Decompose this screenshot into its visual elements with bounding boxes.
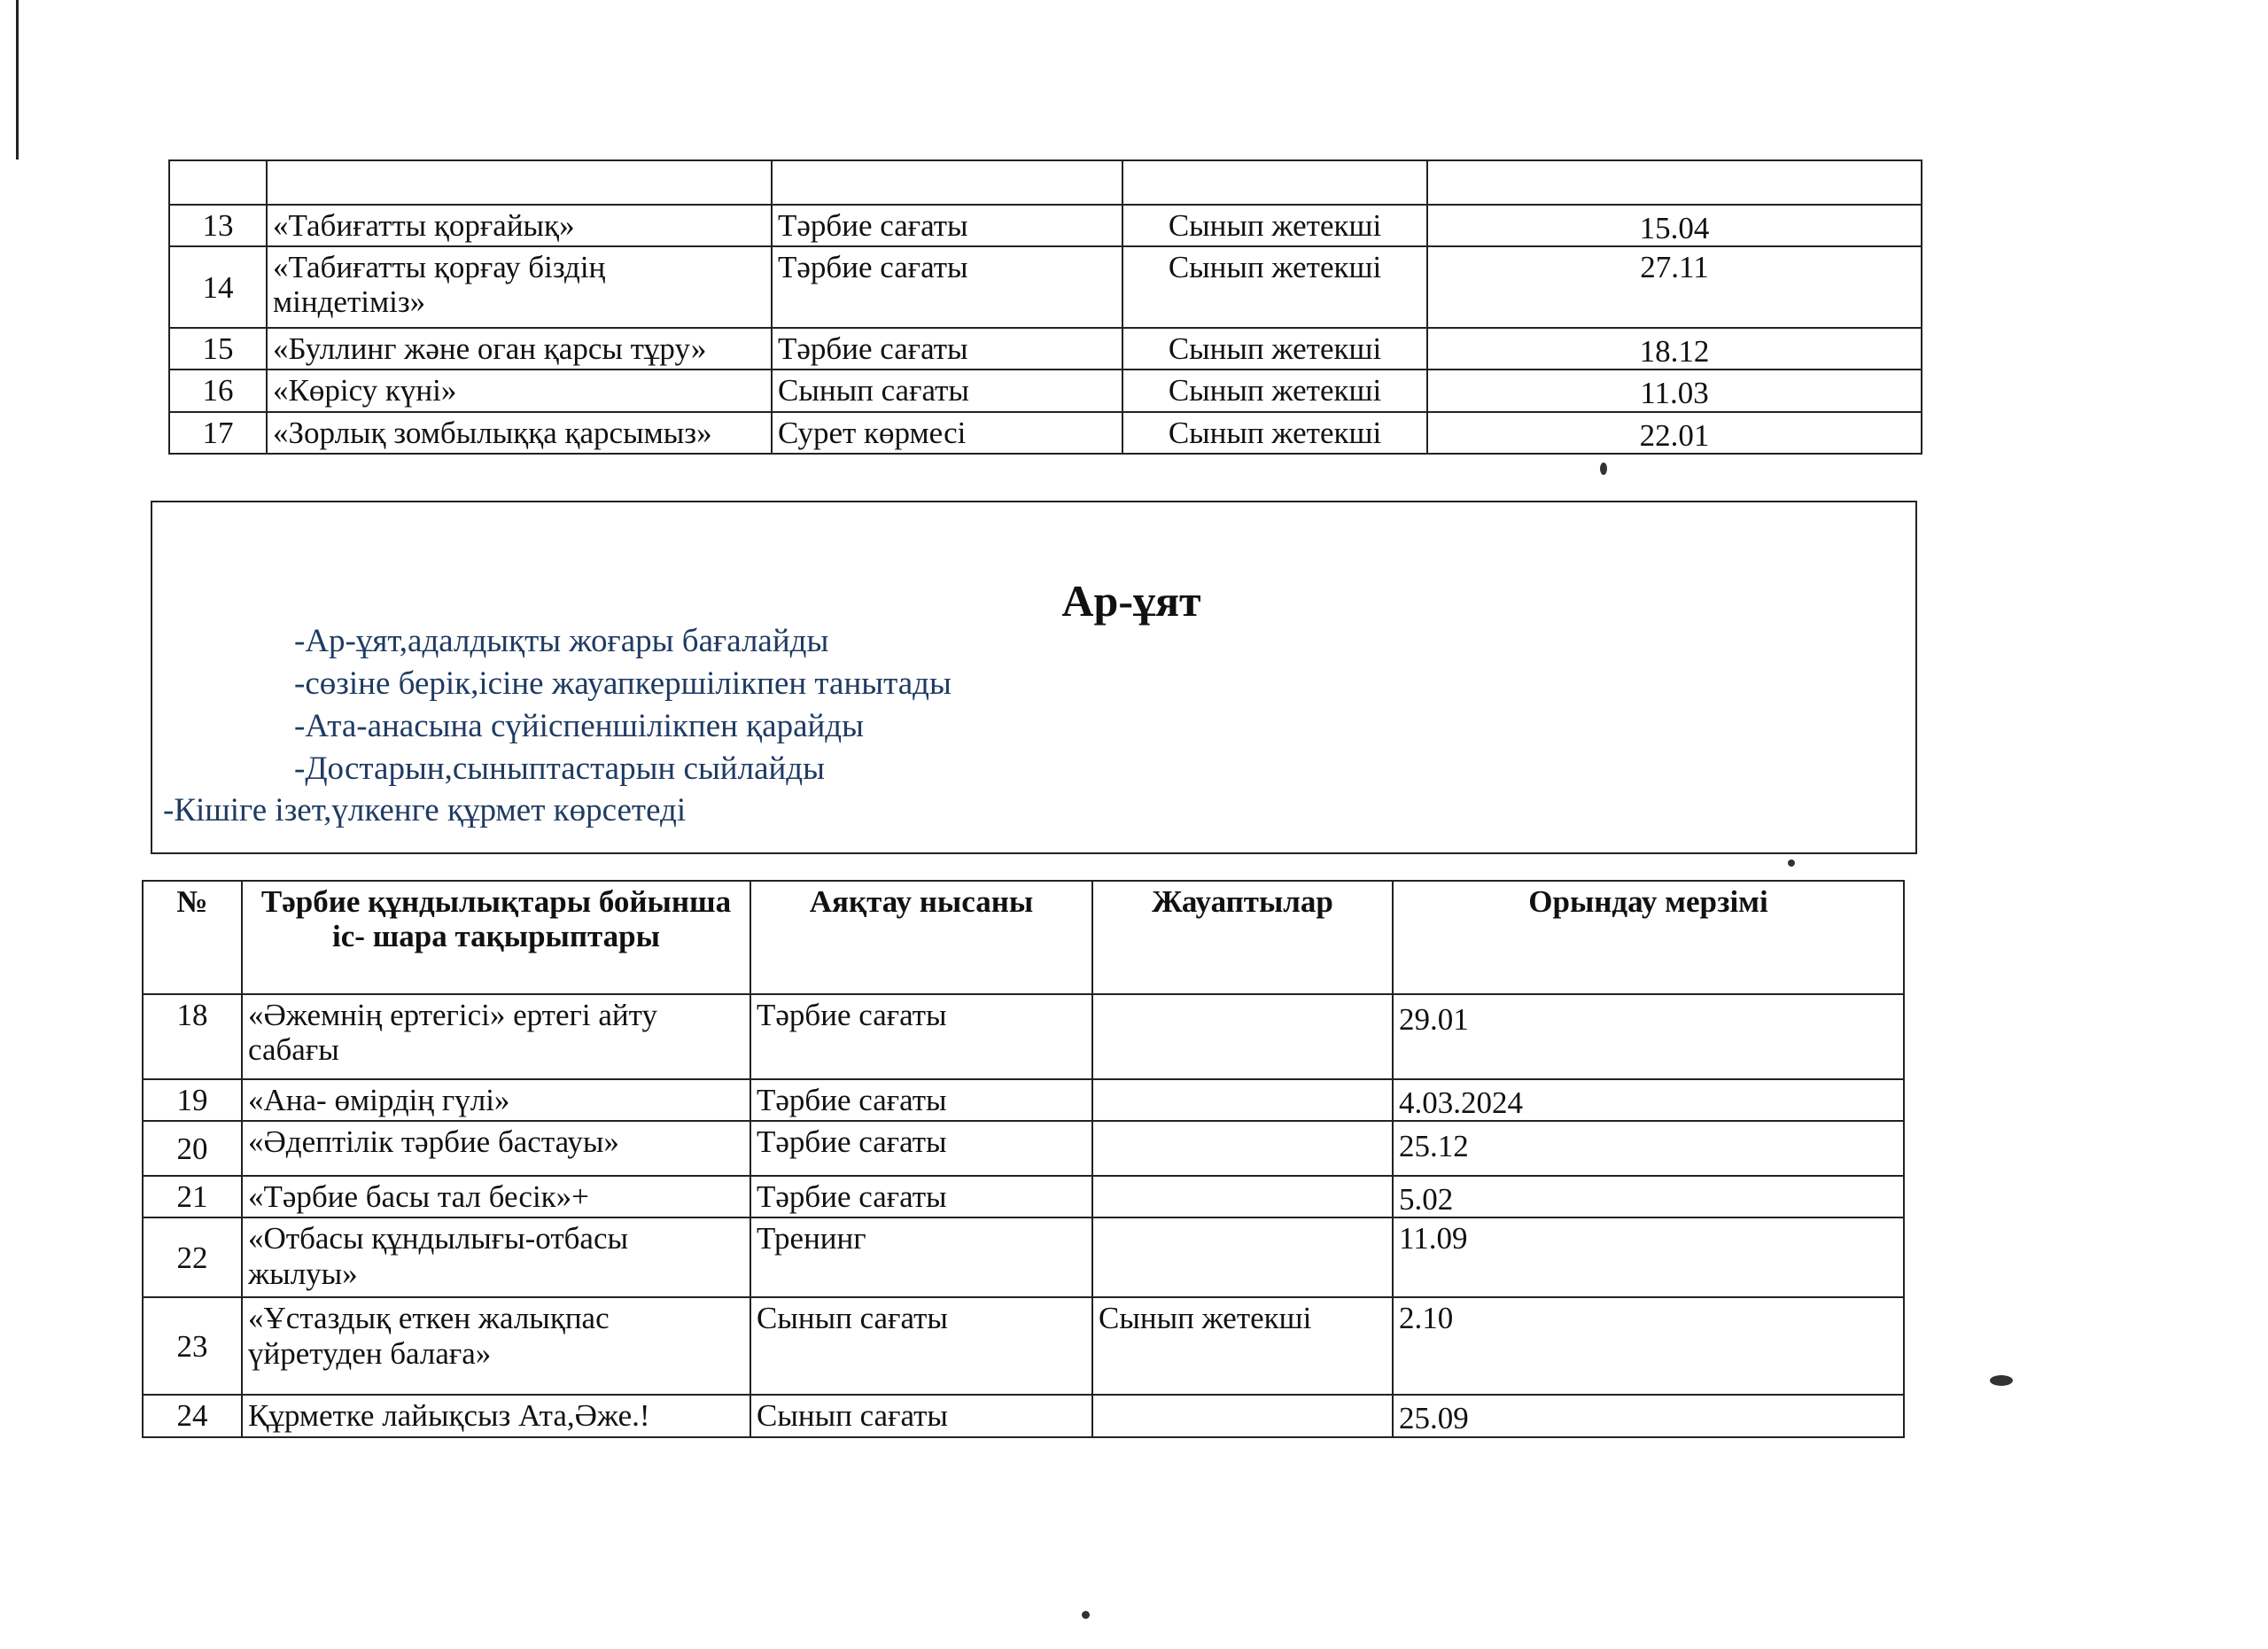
due-date: 22.01 (1427, 412, 1922, 454)
table-row (169, 412, 1922, 454)
header-form: Аяқтау нысаны (750, 881, 1092, 994)
due-date: 25.12 (1393, 1121, 1904, 1176)
responsible (1092, 1395, 1393, 1436)
responsible: Сынып жетекші (1122, 246, 1427, 328)
responsible (1092, 1121, 1393, 1176)
row-number: 13 (169, 205, 267, 246)
event-title: «Әдептілік тәрбие бастауы» (242, 1121, 750, 1176)
due-date: 25.09 (1393, 1395, 1904, 1436)
value-line: -Ар-ұят,адалдықты жоғары бағалайды (294, 623, 829, 659)
row-number: 24 (143, 1395, 242, 1436)
due-date: 11.03 (1427, 369, 1922, 411)
due-date: 27.11 (1427, 246, 1922, 328)
due-date: 18.12 (1427, 328, 1922, 369)
due-date: 15.04 (1427, 205, 1922, 246)
completion-form: Тәрбие сағаты (772, 205, 1122, 246)
responsible: Сынып жетекші (1122, 369, 1427, 411)
row-number: 16 (169, 369, 267, 411)
value-line: -сөзіне берік,ісіне жауапкершілікпен танытады (294, 665, 951, 702)
table-row (143, 1217, 1904, 1297)
event-title: Құрметке лайықсыз Ата,Әже.! (242, 1395, 750, 1436)
due-date: 5.02 (1393, 1176, 1904, 1217)
header-date: Орындау мерзімі (1393, 881, 1904, 994)
responsible: Сынып жетекші (1122, 328, 1427, 369)
due-date: 11.09 (1393, 1217, 1904, 1297)
table-row (169, 160, 1922, 205)
responsible (1092, 1217, 1393, 1297)
scan-edge-line (16, 0, 19, 159)
scan-speck (1082, 1611, 1090, 1619)
completion-form: Сынып сағаты (750, 1297, 1092, 1395)
completion-form: Тәрбие сағаты (750, 1121, 1092, 1176)
event-title: «Зорлық зомбылыққа қарсымыз» (267, 412, 772, 454)
event-title: «Отбасы құндылығы-отбасы жылуы» (242, 1217, 750, 1297)
row-number: 15 (169, 328, 267, 369)
completion-form: Сынып сағаты (772, 369, 1122, 411)
value-heading: Ар-ұят (1061, 576, 1201, 626)
row-number: 23 (143, 1297, 242, 1395)
table-row (143, 1176, 1904, 1217)
event-title: «Ұстаздық еткен жалықпас үйретуден балаға» (242, 1297, 750, 1395)
header-number: № (143, 881, 242, 994)
responsible: Сынып жетекші (1122, 412, 1427, 454)
event-title: «Тәрбие басы тал бесік»+ (242, 1176, 750, 1217)
value-line: -Достарын,сыныптастарын сыйлайды (294, 751, 825, 787)
event-title: «Әжемнің ертегісі» ертегі айту сабағы (242, 994, 750, 1079)
event-title: «Табиғатты қорғау біздің міндетіміз» (267, 246, 772, 328)
responsible (1092, 1176, 1393, 1217)
row-number: 17 (169, 412, 267, 454)
row-number: 20 (143, 1121, 242, 1176)
table-row (143, 1121, 1904, 1176)
header-title: Тәрбие құндылықтары бойынша іс- шара тақырыптары (242, 881, 750, 994)
event-title: «Ана- өмірдің гүлі» (242, 1079, 750, 1121)
value-description-box (151, 501, 1917, 854)
responsible: Сынып жетекші (1122, 205, 1427, 246)
completion-form: Тәрбие сағаты (772, 328, 1122, 369)
table-row (169, 205, 1922, 246)
table-row (143, 1079, 1904, 1121)
scan-speck (1600, 463, 1607, 475)
row-number: 22 (143, 1217, 242, 1297)
due-date: 2.10 (1393, 1297, 1904, 1395)
completion-form: Сынып сағаты (750, 1395, 1092, 1436)
completion-form: Сурет көрмесі (772, 412, 1122, 454)
row-number: 14 (169, 246, 267, 328)
completion-form: Тәрбие сағаты (750, 994, 1092, 1079)
completion-form: Тәрбие сағаты (750, 1079, 1092, 1121)
event-title: «Көрісу күні» (267, 369, 772, 411)
header-responsible: Жауаптылар (1092, 881, 1393, 994)
event-title: «Табиғатты қорғайық» (267, 205, 772, 246)
completion-form: Тренинг (750, 1217, 1092, 1297)
due-date: 4.03.2024 (1393, 1079, 1904, 1121)
event-title: «Буллинг және оган қарсы тұру» (267, 328, 772, 369)
scan-speck (1788, 860, 1795, 867)
value-line: -Ата-анасына сүйіспеншілікпен қарайды (294, 708, 864, 744)
row-number: 19 (143, 1079, 242, 1121)
completion-form: Тәрбие сағаты (750, 1176, 1092, 1217)
table-row (169, 369, 1922, 411)
table-row (169, 328, 1922, 369)
responsible (1092, 994, 1393, 1079)
scan-speck (1990, 1375, 2013, 1386)
due-date: 29.01 (1393, 994, 1904, 1079)
responsible (1092, 1079, 1393, 1121)
table-header-row (143, 881, 1904, 994)
table-row (143, 1297, 1904, 1395)
table-row (143, 994, 1904, 1079)
events-table-top (168, 159, 1922, 455)
value-line: -Кішіге ізет,үлкенге құрмет көрсетеді (163, 792, 687, 828)
table-row (169, 246, 1922, 328)
row-number: 18 (143, 994, 242, 1079)
events-table-bottom (142, 880, 1905, 1438)
completion-form: Тәрбие сағаты (772, 246, 1122, 328)
row-number: 21 (143, 1176, 242, 1217)
responsible: Сынып жетекші (1092, 1297, 1393, 1395)
table-row (143, 1395, 1904, 1436)
